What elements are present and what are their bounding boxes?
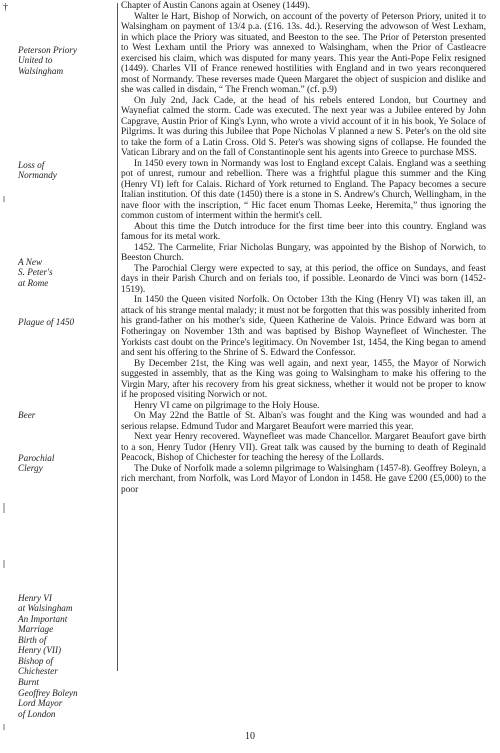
margin-notes [0, 0, 118, 719]
paragraph: Walter le Hart, Bishop of Norwich, on account of the poverty of Peterson Priory, united it to Walsingham on payment of 13/4 p.a. (£16. 13s. 4d.). Reserving the advowson of West Lexham, in which place the Priory was situated, and Beeston to the see. The Prior of Peterston presented to West Lexham until the Priory was annexed to Walsingham, when the Prior of Castleacre exercised his claim, which was disputed for many years. This year the Anti-Pope Felix resigned (1449). Charles VII of France renewed hostilities with England and in two years reconquered most of Normandy. These reverses made Queen Margaret the object of suspicion and dislike and she was called in disdain, “ The French woman.” (cf. p.9) [121, 11, 486, 96]
margin-note-line: Loss of [18, 160, 45, 170]
margin-note-line: at Walsingham [18, 603, 73, 614]
paragraph: Next year Henry recovered. Waynefleet was made Chancellor. Margaret Beaufort gave birth to a son, Henry Tudor (Henry VII). Great talk was caused by the burning to death of Reginald Peacock, Bishop of Chichester for teaching the heresy of the Lollards. [121, 432, 486, 464]
body-text [121, 1, 486, 495]
paragraph: In 1450 every town in Normandy was lost to England except Calais. England was a seething pot of unrest, rumour and rebellion. There was a frightful plague this summer and the King (Henry VI) left for Calais. Richard of York returned to England. The Papacy becomes a secure Italian institution. Of this date (1450) there is a stone in S. Andrew's Church, Wellingham, in the nave floor with the inscription, “ Hic facet enum Thomas Leeke, Heremita,” thus ignoring the common custom of interment within the hermit's cell. [121, 158, 486, 222]
page-number: 10 [245, 731, 255, 742]
margin-note-line: of London [18, 708, 56, 719]
margin-note-line: Geoffrey Boleyn [18, 688, 78, 698]
margin-note-line: Chichester [18, 666, 58, 677]
margin-rule [117, 3, 118, 671]
margin-note-clergy [18, 453, 118, 474]
paragraph: Henry VI came on pilgrimage to the Holy House. [134, 400, 320, 411]
margin-note-line: Birth of [18, 635, 47, 645]
margin-note-line: Plague of 1450 [18, 317, 75, 327]
top-mark: † [3, 2, 8, 13]
margin-note-henry-vi [18, 593, 118, 614]
margin-note-line: Parochial [18, 453, 55, 463]
margin-note-line: United to [18, 55, 53, 66]
margin-note-boleyn [18, 688, 118, 719]
margin-note-line: Beer [18, 410, 36, 420]
paragraph: On May 22nd the Battle of St. Alban's was fought and the King was wounded and had a serious relapse. Edmund Tudor and Margaret Beaufort were married this year. [121, 411, 486, 432]
margin-note-line: An Important [18, 614, 68, 624]
margin-note-line: Burnt [18, 676, 39, 687]
margin-note-line: Henry (VII) [18, 645, 62, 656]
margin-note-line: Peterson Priory [18, 45, 77, 55]
paragraph: By December 21st, the King was well again, and next year, 1455, the Mayor of Norwich suggested in assembly, that as the King was going to Walsingham to make his offering to the Virgin Mary, after his recovery from his great sickness, whether it would not be proper to know if he proposed visiting Norwich or not. [121, 358, 486, 401]
margin-note-bishop [18, 656, 118, 687]
margin-note-line: Clergy [18, 463, 43, 474]
paragraph: The Parochial Clergy were expected to say, at this period, the office on Sundays, and feast days in their Parish Church and on ferials too, if possible. Leonardo de Vinci was born (1452-1519). [121, 263, 486, 295]
paragraph: 1452. The Carmelite, Friar Nicholas Bungary, was appointed by the Bishop of Norwich, to Beeston Church. [121, 242, 486, 264]
margin-note-line: Walsingham [18, 65, 64, 76]
margin-note-marriage [18, 614, 118, 635]
margin-note-line: Henry VI [18, 593, 52, 603]
margin-note-line: S. Peter's [18, 267, 53, 278]
margin-note-line: A New [18, 257, 43, 267]
paragraph: Chapter of Austin Canons again at Oseney (1449). [121, 1, 311, 11]
margin-note-normandy [18, 160, 118, 181]
margin-note-line: at Rome [18, 277, 49, 288]
paragraph: About this time the Dutch introduce for the first time beer into this country. England was famous for its metal work. [121, 221, 486, 243]
margin-note-plague [18, 317, 118, 327]
paragraph: On July 2nd, Jack Cade, at the head of his rebels entered London, but Courtney and Waynefiat calmed the storm. Cade was executed. The next year was a Jubilee entered by John Capgrave, Austin Prior of King's Lynn, who wrote a vivid account of it in his book, Ye Solace of Pilgrims. It was during this Jubilee that Pope Nicholas V planned a new S. Peter's on the old site to take the form of a Latin Cross. Old S. Peter's was showing signs of collapse. He founded the Vatican Library and on the fall of Constantinople sent his agents into Greece to purchase MSS. [121, 95, 486, 159]
margin-note-peterson [18, 45, 118, 76]
margin-note-line: Marriage [18, 624, 54, 635]
paragraph: In 1450 the Queen visited Norfolk. On October 13th the King (Henry VI) was taken ill, an attack of his strange mental malady; it must not be forgotten that this was possibly inherited from his grand-father on his mother's side, Queen Katherine de Valois. Prince Edward was born at Fotheringay on November 13th and was baptised by Bishop Waynefleet of Winchester. The Yorkists cast doubt on the Prince's legitimacy. On November 1st, 1454, the King began to amend and sent his offering to the Shrine of S. Edward the Confessor. [121, 295, 486, 359]
margin-note-st-peters [18, 257, 118, 288]
margin-note-line: Lord Mayor [18, 698, 63, 709]
margin-note-line: Normandy [18, 170, 57, 181]
edge-mark [3, 724, 5, 730]
margin-note-beer [18, 410, 118, 420]
paragraph: The Duke of Norfolk made a solemn pilgrimage to Walsingham (1457-8). Geoffrey Boleyn, a rich merchant, from Norfolk, was Lord Mayor of London in 1458. He gave £200 (£5,000) to the poor [121, 463, 486, 495]
margin-note-henry-vii [18, 635, 118, 656]
margin-note-line: Bishop of [18, 656, 53, 666]
